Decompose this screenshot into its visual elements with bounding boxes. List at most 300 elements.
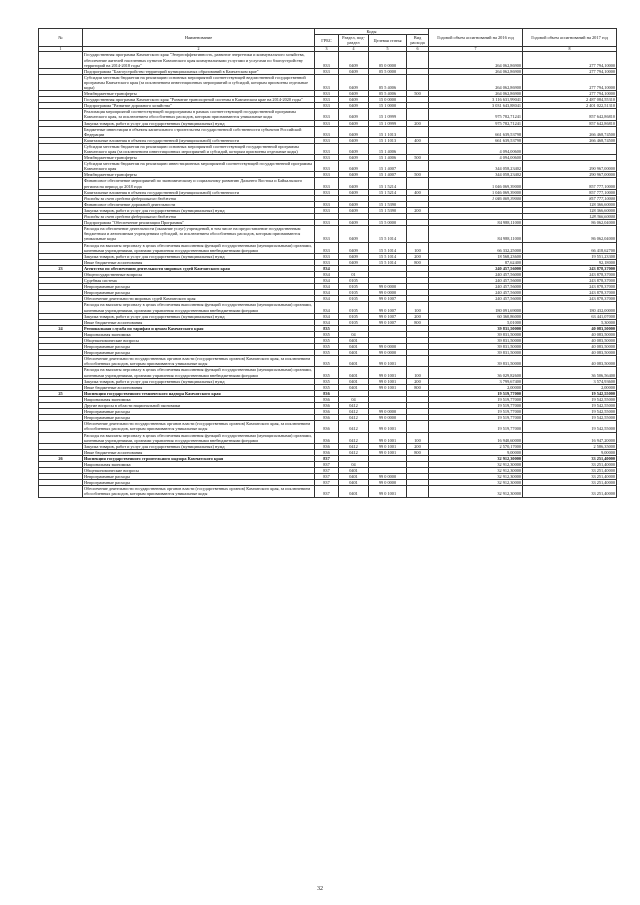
row-expense-type [407,226,429,242]
row-expense-type: 500 [407,155,429,161]
row-grbs: 833 [315,143,339,154]
row-name: Субсидии местным бюджетам на реализацию основных мероприятий соответствующей ведомственной государственной программы Камчатского края (за исключением инвестиционных мероприятий и субсидий, которым присвоены отдельные коды) [83,74,315,90]
row-section: 0105 [339,296,369,302]
row-grbs: 833 [315,189,339,195]
row-amount-2016: 3 116 631,99041 [429,97,523,103]
row-amount-2017: 2 401 022,51310 [523,103,617,109]
table-row [39,74,617,90]
row-grbs: 833 [315,109,339,120]
row-expense-type: 100 [407,367,429,378]
row-name: Иные бюджетные ассигнования [83,319,315,325]
row-section: 0105 [339,319,369,325]
row-amount-2017: 266 468,74500 [523,126,617,137]
row-amount-2016: 2,00000 [429,384,523,390]
row-name: Закупка товаров, работ и услуг для государственных (муниципальных) нужд [83,120,315,126]
row-target-article: 15 1 4006 [369,155,407,161]
row-section: 0401 [339,384,369,390]
row-target-article: 99 0 0000 [369,474,407,480]
row-expense-type: 800 [407,384,429,390]
row-expense-type: 500 [407,172,429,178]
row-amount-2017: 33 251,40000 [523,461,617,467]
row-amount-2017: 243 878,37000 [523,278,617,284]
row-target-article: 15 1 4007 [369,161,407,172]
row-name: Государственная программа Камчатского края "Энергоэффективность, развитие энергетики и коммунального хозяйства, обеспечение жителей населенных пунктов Камчатского края коммунальными услугами и услугами по благоустройству территорий на 2014-2018 годы" [83,52,315,68]
row-amount-2017: 40 083,50000 [523,356,617,367]
row-grbs: 833 [315,126,339,137]
row-amount-2016: 36 029,82600 [429,367,523,378]
row-section: 0401 [339,486,369,497]
row-amount-2017 [523,143,617,154]
row-name: Подпрограмма "Обеспечение реализации Программы" [83,220,315,226]
row-amount-2017: 19 542,55000 [523,390,617,396]
row-number [39,161,83,172]
header-vr: Вид расхода [407,35,429,46]
row-amount-2016: 264 062,86900 [429,91,523,97]
row-number: 25 [39,390,83,396]
row-amount-2017: 243 878,37000 [523,284,617,290]
row-amount-2016: 18 568,23600 [429,253,523,259]
row-amount-2017: 128 366,60000 [523,201,617,207]
row-amount-2016: 661 639,53798 [429,126,523,137]
row-amount-2017: 40 083,50000 [523,350,617,356]
row-number [39,486,83,497]
table-row [39,367,617,378]
row-section: 01 [339,271,369,277]
row-name: Непрограммные расходы [83,350,315,356]
row-name: Общеэкономические вопросы [83,338,315,344]
row-target-article: 99 0 1001 [369,378,407,384]
row-amount-2016: 344 058,23402 [429,172,523,178]
row-number [39,421,83,432]
row-section: 0401 [339,356,369,367]
row-name: Бюджетные инвестиции в объекты капитального строительства государственной собственности субъектов Российской Федерации [83,126,315,137]
row-section: 0409 [339,178,369,189]
row-name: Обеспечение деятельности государственных органов власти (государственных органов) Камчатского края, за исключением обособленных расходов, которым присваиваются уникальные коды [83,356,315,367]
row-amount-2017: 266 468,74500 [523,137,617,143]
row-name: Непрограммные расходы [83,415,315,421]
row-amount-2016: 240 457,56000 [429,284,523,290]
row-name: Непрограммные расходы [83,474,315,480]
row-name: Финансовое обеспечение дорожной деятельности [83,201,315,207]
row-section: 0409 [339,242,369,253]
row-section: 0409 [339,97,369,103]
row-expense-type [407,52,429,68]
row-amount-2016: 39 831,50000 [429,344,523,350]
row-name: Национальная экономика [83,461,315,467]
row-amount-2017: 5,30000 [523,319,617,325]
row-amount-2016: 4 094,00600 [429,155,523,161]
row-amount-2017: 19 542,55000 [523,421,617,432]
row-expense-type [407,143,429,154]
row-grbs: 834 [315,284,339,290]
row-grbs: 833 [315,91,339,97]
row-grbs: 836 [315,421,339,432]
row-amount-2016: 3 799,67400 [429,378,523,384]
row-name: Подпрограмма "Развитие дорожного хозяйства" [83,103,315,109]
row-section: 0409 [339,143,369,154]
row-amount-2017: 3 574,93600 [523,378,617,384]
row-number: 23 [39,265,83,271]
row-amount-2017: 857 642,86810 [523,120,617,126]
index-cell: 1 [39,46,83,52]
row-name: Подпрограмма "Благоустройство территорий муниципальных образований в Камчатском крае" [83,68,315,74]
row-target-article: 15 5 1014 [369,226,407,242]
row-grbs: 837 [315,468,339,474]
row-amount-2016: 19 519,77000 [429,421,523,432]
row-amount-2016: 39 831,50000 [429,338,523,344]
table-row [39,302,617,313]
row-amount-2016: 240 457,56000 [429,290,523,296]
row-section: 0409 [339,207,369,213]
row-number [39,52,83,68]
row-grbs: 833 [315,161,339,172]
row-target-article: 05 5 0000 [369,68,407,74]
row-grbs: 836 [315,396,339,402]
row-grbs: 833 [315,137,339,143]
row-amount-2017: 33 251,40000 [523,480,617,486]
index-cell: 2 [83,46,315,52]
row-section: 0105 [339,278,369,284]
row-target-article: 15 1 4007 [369,172,407,178]
index-cell: 4 [339,46,369,52]
row-amount-2017: 33 251,40000 [523,474,617,480]
table-row [39,109,617,120]
row-grbs: 835 [315,331,339,337]
row-target-article: 99 0 1001 [369,443,407,449]
row-name: Субсидии местным бюджетам на реализацию основных мероприятий соответствующей государственной программы Камчатского края (за исключением инвестиционных мероприятий и субсидий, которым присвоены отдельные коды) [83,143,315,154]
table-row [39,486,617,497]
row-name: Инспекция государственного технического надзора Камчатского края [83,390,315,396]
row-amount-2017: 243 878,37000 [523,271,617,277]
row-section: 04 [339,461,369,467]
row-section: 0409 [339,201,369,207]
row-name: Субсидии местным бюджетам на реализацию инвестиционных мероприятий соответствующей государственной программы Камчатского края [83,161,315,172]
row-grbs: 834 [315,302,339,313]
row-expense-type: 200 [407,378,429,384]
row-target-article: 99 0 0000 [369,409,407,415]
row-amount-2017: 857 642,86810 [523,109,617,120]
row-amount-2016: 87,62400 [429,259,523,265]
row-section: 0409 [339,220,369,226]
row-amount-2016: 19 519,77000 [429,390,523,396]
row-amount-2016: 240 457,56000 [429,296,523,302]
table-body [39,52,617,497]
row-target-article: 15 1 1013 [369,126,407,137]
row-amount-2017: 19 551,23300 [523,253,617,259]
row-amount-2017: 290 967,00000 [523,172,617,178]
row-expense-type: 200 [407,443,429,449]
row-amount-2017: 180 432,00000 [523,302,617,313]
row-target-article: 15 1 5214 [369,189,407,195]
table-row [39,421,617,432]
row-target-article: 99 0 1001 [369,384,407,390]
row-section: 0409 [339,161,369,172]
row-amount-2017: 19 542,55000 [523,415,617,421]
row-amount-2016: 975 782,71241 [429,109,523,120]
row-section: 0409 [339,259,369,265]
row-section: 0412 [339,443,369,449]
row-section: 0412 [339,409,369,415]
row-name: Расходы за счет средств федерального бюджета [83,195,315,201]
row-name: Закупка товаров, работ и услуг для государственных (муниципальных) нужд [83,378,315,384]
row-target-article: 15 5 1014 [369,259,407,265]
row-number [39,242,83,253]
row-expense-type [407,126,429,137]
row-expense-type: 200 [407,120,429,126]
index-cell: 3 [315,46,339,52]
row-expense-type: 800 [407,449,429,455]
row-name: Капитальные вложения в объекты государственной (муниципальной) собственности [83,137,315,143]
row-number [39,178,83,189]
row-grbs: 837 [315,474,339,480]
row-amount-2017: 19 542,55000 [523,403,617,409]
row-name: Другие вопросы в области национальной экономики [83,403,315,409]
row-amount-2017: 243 878,37000 [523,265,617,271]
row-section: 0409 [339,126,369,137]
row-amount-2016: 264 062,86900 [429,52,523,68]
row-amount-2016: 240 457,56000 [429,278,523,284]
row-target-article: 15 5 1014 [369,253,407,259]
row-amount-2017: 2,00000 [523,384,617,390]
row-target-article: 99 0 1001 [369,367,407,378]
row-amount-2017: 33 251,40000 [523,468,617,474]
row-grbs: 837 [315,461,339,467]
row-amount-2017: 40 083,50000 [523,338,617,344]
row-number [39,109,83,120]
row-amount-2016: 19 519,77000 [429,403,523,409]
row-amount-2016: 180 091,69000 [429,302,523,313]
row-grbs: 833 [315,226,339,242]
row-amount-2017: 128 366,60000 [523,207,617,213]
row-section: 0409 [339,120,369,126]
row-target-article: 99 0 1007 [369,296,407,302]
row-grbs: 834 [315,319,339,325]
row-name: Непрограммные расходы [83,409,315,415]
row-amount-2016: 32 912,30000 [429,486,523,497]
row-amount-2016: 5,01000 [429,319,523,325]
row-amount-2017: 86 062,04000 [523,220,617,226]
row-amount-2017: 2 586,35000 [523,443,617,449]
row-amount-2017: 16 947,20000 [523,432,617,443]
row-amount-2017: 86 062,04000 [523,226,617,242]
row-amount-2016: 60 360,86000 [429,313,523,319]
row-grbs: 836 [315,403,339,409]
row-amount-2017: 63 441,07000 [523,313,617,319]
index-cell: 5 [369,46,407,52]
row-amount-2016: 32 912,30000 [429,474,523,480]
row-grbs: 836 [315,409,339,415]
row-section: 0409 [339,109,369,120]
row-number: 24 [39,325,83,331]
row-name: Реализация мероприятий соответствующей подпрограммы в рамках соответствующей государственной программы Камчатского края, за исключением обособленных расходов, которым присваиваются уникальные коды [83,109,315,120]
row-amount-2017: 277 794,10000 [523,91,617,97]
row-section: 0401 [339,474,369,480]
row-expense-type: 800 [407,319,429,325]
row-amount-2016: 661 639,53798 [429,137,523,143]
row-name: Национальная экономика [83,396,315,402]
row-target-article: 99 0 0000 [369,344,407,350]
row-expense-type [407,161,429,172]
row-name: Капитальные вложения в объекты государственной (муниципальной) собственности [83,189,315,195]
table-row [39,178,617,189]
row-grbs: 835 [315,325,339,331]
row-amount-2017: 40 083,50000 [523,331,617,337]
row-amount-2016: 39 831,50000 [429,356,523,367]
row-amount-2016: 16 940,60000 [429,432,523,443]
row-grbs: 833 [315,155,339,161]
row-amount-2016: 975 782,71241 [429,120,523,126]
row-name: Национальная экономика [83,331,315,337]
table-row [39,52,617,68]
row-target-article: 15 1 5214 [369,178,407,189]
row-section: 0401 [339,468,369,474]
header-rzpr: Раздел, под-раздел [339,35,369,46]
row-expense-type [407,421,429,432]
row-name: Региональная служба по тарифам и ценам Камчатского края [83,325,315,331]
row-target-article: 15 1 0000 [369,103,407,109]
row-grbs: 837 [315,480,339,486]
budget-table [38,28,617,498]
row-amount-2017: 277 794,10000 [523,74,617,90]
row-section: 0401 [339,480,369,486]
row-amount-2016: 39 831,50000 [429,350,523,356]
table-row [39,126,617,137]
row-target-article: 05 5 4006 [369,91,407,97]
row-target-article: 15 1 5390 [369,201,407,207]
row-name: Непрограммные расходы [83,290,315,296]
row-grbs: 835 [315,338,339,344]
index-cell: 6 [407,46,429,52]
row-section: 0412 [339,449,369,455]
row-grbs: 834 [315,296,339,302]
row-section: 0401 [339,367,369,378]
table-row [39,143,617,154]
row-target-article: 99 0 0000 [369,284,407,290]
row-amount-2016: 39 831,50000 [429,331,523,337]
row-amount-2016: 19 519,77000 [429,396,523,402]
row-name: Закупка товаров, работ и услуг для государственных (муниципальных) нужд [83,313,315,319]
row-name: Расходы на обеспечение деятельности (оказание услуг) учреждений, в том числе на предоставление государственным бюджетным и автономным учреждениям субсидий, за исключением обособленных расходов, которым присваиваются уникальные коды [83,226,315,242]
row-amount-2017: 2 487 084,55310 [523,97,617,103]
row-target-article: 05 5 4006 [369,74,407,90]
row-amount-2017: 19 542,55000 [523,396,617,402]
row-expense-type [407,486,429,497]
row-amount-2017: 128 366,60000 [523,214,617,220]
row-amount-2016: 39 831,50000 [429,325,523,331]
row-number [39,143,83,154]
row-number [39,126,83,137]
row-section: 0105 [339,302,369,313]
row-grbs: 833 [315,220,339,226]
row-name: Агентство по обеспечению деятельности мировых судей Камчатского края [83,265,315,271]
header-csr: Целевая статья [369,35,407,46]
row-section: 0409 [339,253,369,259]
row-name: Межбюджетные трансферты [83,155,315,161]
row-section: 0409 [339,172,369,178]
row-amount-2016: 3 031 643,88041 [429,103,523,109]
row-expense-type [407,356,429,367]
row-grbs: 833 [315,259,339,265]
row-number [39,74,83,90]
row-grbs: 833 [315,120,339,126]
row-expense-type [407,109,429,120]
row-name: Межбюджетные трансферты [83,91,315,97]
row-grbs: 833 [315,68,339,74]
row-target-article: 99 0 1007 [369,302,407,313]
header-name: Наименование [83,29,315,47]
row-target-article: 99 0 1001 [369,356,407,367]
row-section: 0409 [339,155,369,161]
row-amount-2016: 32 912,30000 [429,455,523,461]
row-name: Инспекция государственного строительного надзора Камчатского края [83,455,315,461]
row-grbs: 837 [315,486,339,497]
row-target-article: 99 0 1001 [369,421,407,432]
row-section: 0412 [339,432,369,443]
row-grbs: 835 [315,350,339,356]
row-grbs: 835 [315,384,339,390]
row-amount-2017: 277 794,10000 [523,68,617,74]
row-section: 0412 [339,415,369,421]
row-grbs: 835 [315,344,339,350]
row-grbs: 836 [315,449,339,455]
row-amount-2017: 857 777,10000 [523,178,617,189]
row-section: 0409 [339,68,369,74]
row-section: 0412 [339,403,369,409]
table-row [39,432,617,443]
row-amount-2016: 32 912,30000 [429,461,523,467]
row-name: Судебная система [83,278,315,284]
row-amount-2016: 66 332,25000 [429,242,523,253]
row-name: Обеспечение деятельности государственных органов власти (государственных органов) Камчатского края, за исключением обособленных расходов, которым присваиваются уникальные коды [83,486,315,497]
row-amount-2017: 40 083,50000 [523,325,617,331]
row-name: Закупка товаров, работ и услуг для государственных (муниципальных) нужд [83,253,315,259]
row-grbs: 834 [315,313,339,319]
row-expense-type: 500 [407,91,429,97]
row-target-article: 15 1 4006 [369,143,407,154]
row-grbs: 833 [315,103,339,109]
row-amount-2016: 84 988,11000 [429,220,523,226]
row-expense-type: 400 [407,189,429,195]
row-amount-2017: 857 777,10000 [523,189,617,195]
row-grbs: 833 [315,201,339,207]
row-target-article: 15 1 0999 [369,109,407,120]
row-grbs: 834 [315,265,339,271]
row-section: 0409 [339,74,369,90]
row-amount-2016: 1 046 069,39000 [429,195,523,201]
row-name: Финансовое обеспечение мероприятий по экономическому и социальному развитию Дальнего Востока и Байкальского региона на период до 2018 года [83,178,315,189]
row-expense-type: 400 [407,137,429,143]
row-grbs: 835 [315,378,339,384]
row-amount-2016: 4 094,00600 [429,143,523,154]
row-section: 0401 [339,378,369,384]
row-grbs: 833 [315,253,339,259]
row-amount-2016: 9,00000 [429,449,523,455]
row-name: Межбюджетные трансферты [83,172,315,178]
row-target-article: 15 0 0000 [369,97,407,103]
row-name: Непрограммные расходы [83,480,315,486]
row-name: Расходы на выплаты персоналу в целях обеспечения выполнения функций государственными (муниципальными) органами, казенными учреждениями, органами управления государственными внебюджетными фондами [83,242,315,253]
row-section: 04 [339,331,369,337]
row-name: Общегосударственные вопросы [83,271,315,277]
row-grbs: 833 [315,97,339,103]
row-expense-type: 200 [407,253,429,259]
row-grbs: 834 [315,290,339,296]
row-grbs: 833 [315,74,339,90]
row-name: Закупка товаров, работ и услуг для государственных (муниципальных) нужд [83,443,315,449]
row-target-article: 99 0 1001 [369,449,407,455]
table-row [39,226,617,242]
row-amount-2016: 32 912,30000 [429,480,523,486]
